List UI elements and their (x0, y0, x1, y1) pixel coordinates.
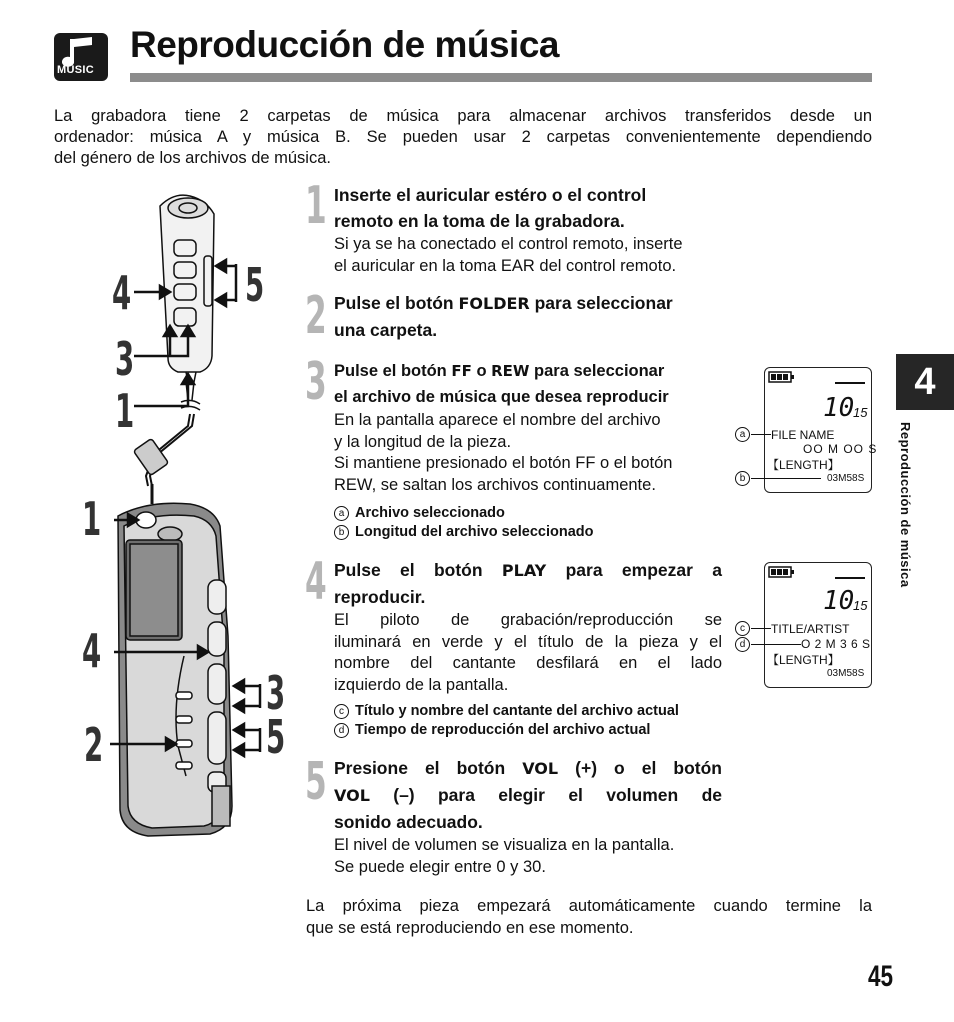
recorder-body (118, 503, 232, 836)
figure-label: 4 (82, 624, 102, 678)
elapsed-time: O 2 M 3 6 S (801, 637, 871, 651)
section-side-label: Reproducción de música (898, 422, 913, 588)
marker-b: b (334, 525, 349, 540)
vol-button-label: VOL (522, 759, 559, 778)
step-heading: sonido adecuado. (334, 812, 483, 832)
file-count: 15 (853, 405, 868, 420)
step-number: 5 (305, 752, 327, 812)
marker-d: d (735, 637, 756, 652)
marker-b: b (735, 471, 756, 486)
lcd-display-file (739, 367, 878, 493)
step-body: Si mantiene presionado el botón FF o el botón (334, 454, 673, 472)
step-heading: Presione el botón (334, 758, 523, 778)
marker-d: d (334, 723, 349, 738)
chapter-tab: 4 (896, 354, 954, 410)
vol-button-label: VOL (334, 786, 370, 805)
intro-line: ordenador: música A y música B. Se pueden usar 2 carpetas convenientemente dependiendo (54, 128, 872, 146)
length-value: 03M58S (827, 668, 865, 679)
folder-indicator (835, 577, 865, 579)
step-number: 3 (305, 352, 327, 412)
folder-number: 10 (823, 393, 855, 423)
leader-line (751, 434, 771, 435)
step-5 (334, 755, 722, 878)
leader-line (751, 478, 821, 479)
step-heading: (+) o el botón (558, 758, 722, 778)
marker-a: a (334, 506, 349, 521)
step-heading: reproducir. (334, 587, 426, 607)
step-heading: para empezar a (546, 560, 722, 580)
file-name-value: OO M OO S (803, 442, 878, 456)
figure-label: 1 (115, 384, 135, 438)
step-body: Si ya se ha conectado el control remoto, inserte (334, 235, 683, 253)
step-heading: (–) para elegir el volumen de (369, 785, 722, 805)
caption: Archivo seleccionado (355, 505, 505, 521)
folder-indicator (835, 382, 865, 384)
figure-label: 1 (82, 492, 102, 546)
closing-paragraph (306, 896, 872, 939)
step-heading: Pulse el botón (334, 293, 459, 313)
folder-number: 10 (823, 586, 855, 616)
length-label: 【LENGTH】 (767, 458, 840, 472)
figure-label: 2 (84, 718, 104, 772)
figure-label: 5 (266, 710, 286, 764)
battery-icon (768, 371, 794, 383)
step-3 (334, 358, 722, 542)
figure-label: 4 (112, 266, 132, 320)
outro-line: que se está reproduciendo en ese momento. (306, 918, 634, 937)
page-title: Reproducción de música (130, 24, 559, 65)
step-heading: el archivo de música que desea reproducir (334, 388, 669, 406)
step-body: el auricular en la toma EAR del control remoto. (334, 256, 677, 275)
intro-line: La grabadora tiene 2 carpetas de música para almacenar archivos transferidos desde un (54, 107, 872, 125)
step-heading: una carpeta. (334, 320, 438, 340)
length-label: 【LENGTH】 (767, 653, 840, 667)
length-value: 03M58S (827, 473, 865, 484)
step-body: Se puede elegir entre 0 y 30. (334, 857, 546, 876)
leader-line (751, 644, 801, 645)
page-number: 45 (868, 960, 894, 993)
intro-paragraph (54, 106, 872, 169)
caption: Tiempo de reproducción del archivo actual (355, 722, 651, 738)
step-4 (334, 557, 722, 740)
step-body: En la pantalla aparece el nombre del archivo (334, 411, 661, 429)
step-body: REW, se saltan los archivos continuamente. (334, 475, 656, 494)
step-body: izquierdo de la pantalla. (334, 675, 509, 694)
step-body: El piloto de grabación/reproducción se (334, 611, 722, 629)
remote-control (133, 195, 214, 504)
caption: Título y nombre del cantante del archivo actual (355, 703, 679, 719)
step-number: 2 (305, 286, 327, 346)
step-2 (334, 290, 722, 343)
marker-c: c (735, 621, 756, 636)
title-rule (130, 73, 872, 82)
marker-c: c (334, 704, 349, 719)
step-body: iluminará en verde y el título de la pieza y el (334, 632, 722, 651)
play-button-label: PLAY (501, 561, 547, 580)
figure-label: 3 (115, 332, 135, 386)
folder-button-label: FOLDER (458, 294, 530, 313)
lcd-display-title (739, 562, 872, 688)
step-1 (334, 182, 722, 277)
figure-label: 5 (245, 258, 265, 312)
step-heading: Pulse el botón (334, 362, 452, 380)
step-body: El nivel de volumen se visualiza en la pantalla. (334, 836, 675, 854)
step-heading: Inserte el auricular estéro o el control (334, 185, 647, 205)
ff-button-label: FF (451, 362, 472, 380)
intro-line: del género de los archivos de música. (54, 149, 331, 167)
title-artist-label: TITLE/ARTIST (771, 622, 850, 636)
marker-a: a (735, 427, 756, 442)
step-body: nombre del cantante desfilará en el lado (334, 654, 722, 672)
battery-icon (768, 566, 794, 578)
step-number: 1 (305, 176, 327, 236)
step-heading: o (471, 362, 492, 380)
step-body: y la longitud de la pieza. (334, 432, 512, 451)
rew-button-label: REW (491, 362, 530, 380)
step-heading: para seleccionar (529, 293, 673, 313)
leader-line (751, 628, 771, 629)
step-number: 4 (305, 552, 327, 612)
step-heading: Pulse el botón (334, 560, 502, 580)
outro-line: La próxima pieza empezará automáticamente cuando termine la (306, 897, 872, 915)
caption: Longitud del archivo seleccionado (355, 524, 594, 540)
step-heading: remoto en la toma de la grabadora. (334, 211, 625, 231)
step-heading: para seleccionar (529, 362, 665, 380)
music-icon-label: MUSIC (57, 64, 94, 76)
file-count: 15 (853, 598, 868, 613)
figure-label: 3 (266, 666, 286, 720)
file-name-label: FILE NAME (771, 428, 835, 442)
